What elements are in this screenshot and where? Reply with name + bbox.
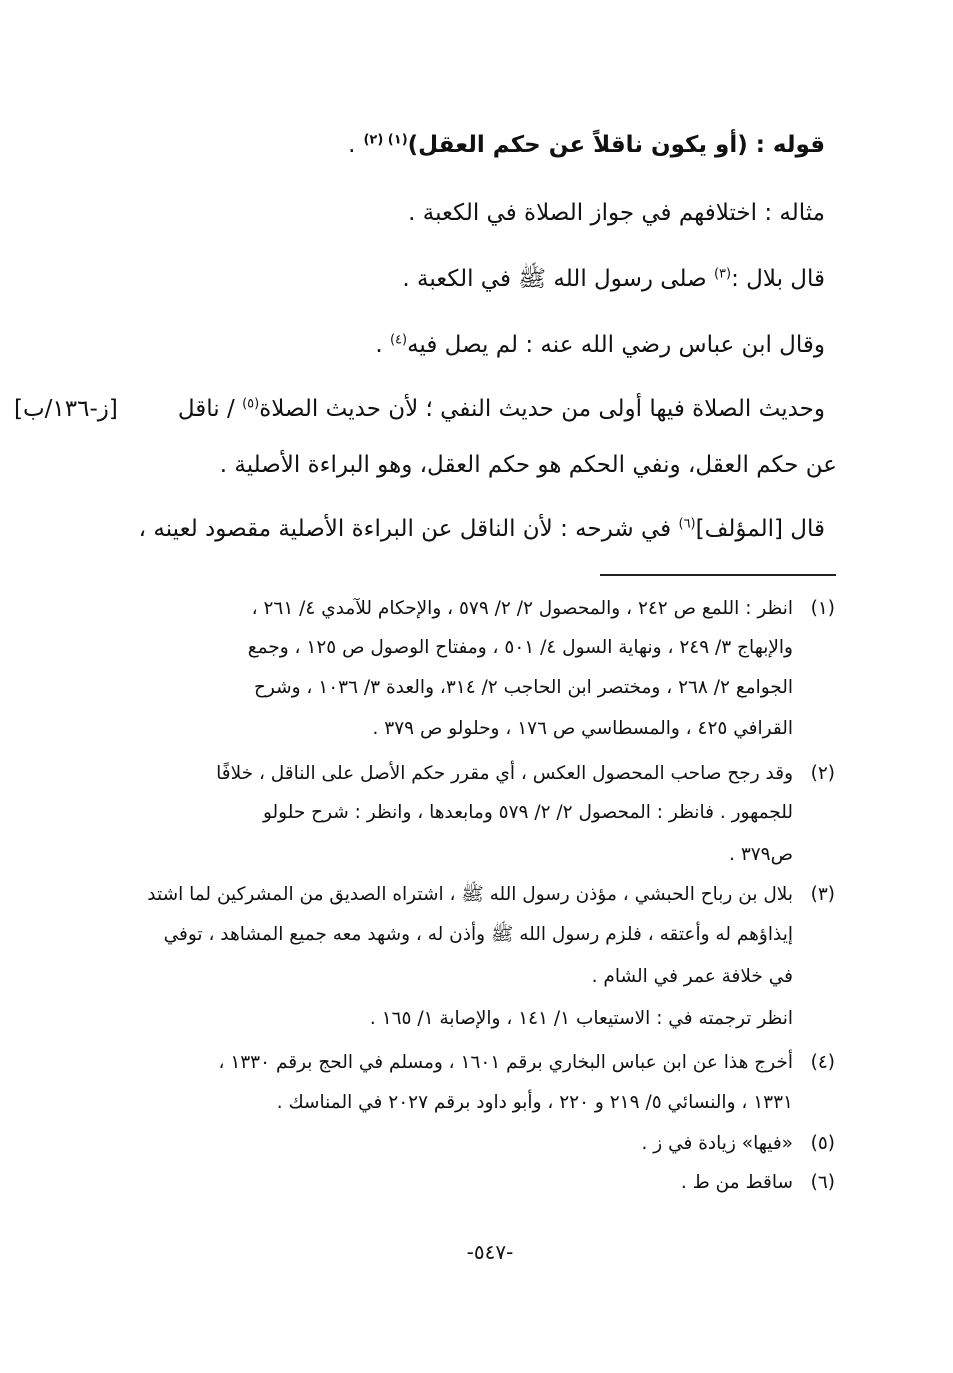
main-line-3 xyxy=(402,264,825,298)
text-segment: وحديث الصلاة فيها أولى من حديث النفي ؛ لأن حديث الصلاة xyxy=(259,396,825,422)
footnote-ref: (٦) xyxy=(678,516,696,532)
footnote-number: (٣) xyxy=(810,884,835,905)
footnote-ref: (١) (٢) xyxy=(363,132,408,148)
footnote-2-line-2: للجمهور . فانظر : المحصول ٢/ ٢/ ٥٧٩ ومابعدها ، وانظر : شرح حلولو xyxy=(262,802,793,823)
main-line-4 xyxy=(375,332,825,358)
footnote-3-line-4: انظر ترجمته في : الاستيعاب ١/ ١٤١ ، والإصابة ١/ ١٦٥ . xyxy=(369,1008,793,1029)
text-segment: وقال ابن عباس رضي الله عنه : لم يصل فيه xyxy=(407,332,825,358)
manuscript-marker: [ز-١٣٦/ب] xyxy=(14,396,118,422)
footnote-number: (٥) xyxy=(810,1133,835,1154)
footnote-6-line-1: ساقط من ط . xyxy=(680,1172,793,1193)
text-segment: في شرحه : لأن الناقل عن البراءة الأصلية مقصود لعينه ، xyxy=(138,516,672,542)
text-segment: قال بلال : xyxy=(731,266,825,292)
footnote-4-line-2: ١٣٣١ ، والنسائي ٥/ ٢١٩ و ٢٢٠ ، وأبو داود برقم ٢٠٢٧ في المناسك . xyxy=(276,1092,793,1113)
main-line-6: عن حكم العقل، ونفي الحكم هو حكم العقل، وهو البراءة الأصلية . xyxy=(219,452,837,478)
footnote-4-line-1: أخرج هذا عن ابن عباس البخاري برقم ١٦٠١ ، ومسلم في الحج برقم ١٣٣٠ ، xyxy=(218,1052,793,1073)
footnote-ref: (٣) xyxy=(713,266,732,282)
footnote-number: (٤) xyxy=(810,1052,835,1073)
text-segment: قال [المؤلف] xyxy=(695,516,825,542)
footnote-5-line-1: «فيها» زيادة في ز . xyxy=(641,1133,793,1154)
footnote-separator xyxy=(600,574,836,576)
text-segment: صلى رسول الله ﷺ في الكعبة . xyxy=(402,266,707,292)
footnote-1-line-2: والإبهاج ٣/ ٢٤٩ ، ونهاية السول ٤/ ٥٠١ ، ومفتاح الوصول ص ١٢٥ ، وجمع xyxy=(247,637,793,658)
footnote-ref: (٤) xyxy=(389,332,408,348)
main-line-2: مثاله : اختلافهم في جواز الصلاة في الكعبة . xyxy=(408,200,825,226)
footnote-2-line-1: وقد رجح صاحب المحصول العكس ، أي مقرر حكم الأصل على الناقل ، خلافًا xyxy=(216,763,793,784)
line-end: . xyxy=(348,132,356,158)
page-number: -٥٤٧- xyxy=(466,1240,514,1264)
footnote-1-line-4: القرافي ٤٢٥ ، والمسطاسي ص ١٧٦ ، وحلولو ص ٣٧٩ . xyxy=(372,718,793,739)
footnote-2-line-3: ص٣٧٩ . xyxy=(729,844,793,865)
footnote-number: (١) xyxy=(810,598,835,619)
quote-heading: قوله : (أو يكون ناقلاً عن حكم العقل) xyxy=(407,132,825,158)
footnote-1-line-3: الجوامع ٢/ ٢٦٨ ، ومختصر ابن الحاجب ٢/ ٣١٤، والعدة ٣/ ١٠٣٦ ، وشرح xyxy=(253,677,793,698)
main-line-7 xyxy=(139,516,825,542)
footnote-3-line-1: بلال بن رباح الحبشي ، مؤذن رسول الله ﷺ ، اشتراه الصديق من المشركين لما اشتد xyxy=(147,884,793,905)
line-end: . xyxy=(375,332,383,358)
footnote-number: (٦) xyxy=(810,1172,835,1193)
main-line-1 xyxy=(348,132,825,158)
footnote-number: (٢) xyxy=(810,763,835,784)
footnote-ref: (٥) xyxy=(242,396,260,412)
main-line-5 xyxy=(178,396,825,422)
footnote-3-line-2: إيذاؤهم له وأعتقه ، فلزم رسول الله ﷺ وأذن له ، وشهد معه جميع المشاهد ، توفي xyxy=(163,924,793,945)
text-segment: / ناقل xyxy=(177,396,235,422)
footnote-3-line-3: في خلافة عمر في الشام . xyxy=(591,966,793,987)
footnote-1-line-1: انظر : اللمع ص ٢٤٢ ، والمحصول ٢/ ٢/ ٥٧٩ ، والإحكام للآمدي ٤/ ٢٦١ ، xyxy=(251,598,793,619)
